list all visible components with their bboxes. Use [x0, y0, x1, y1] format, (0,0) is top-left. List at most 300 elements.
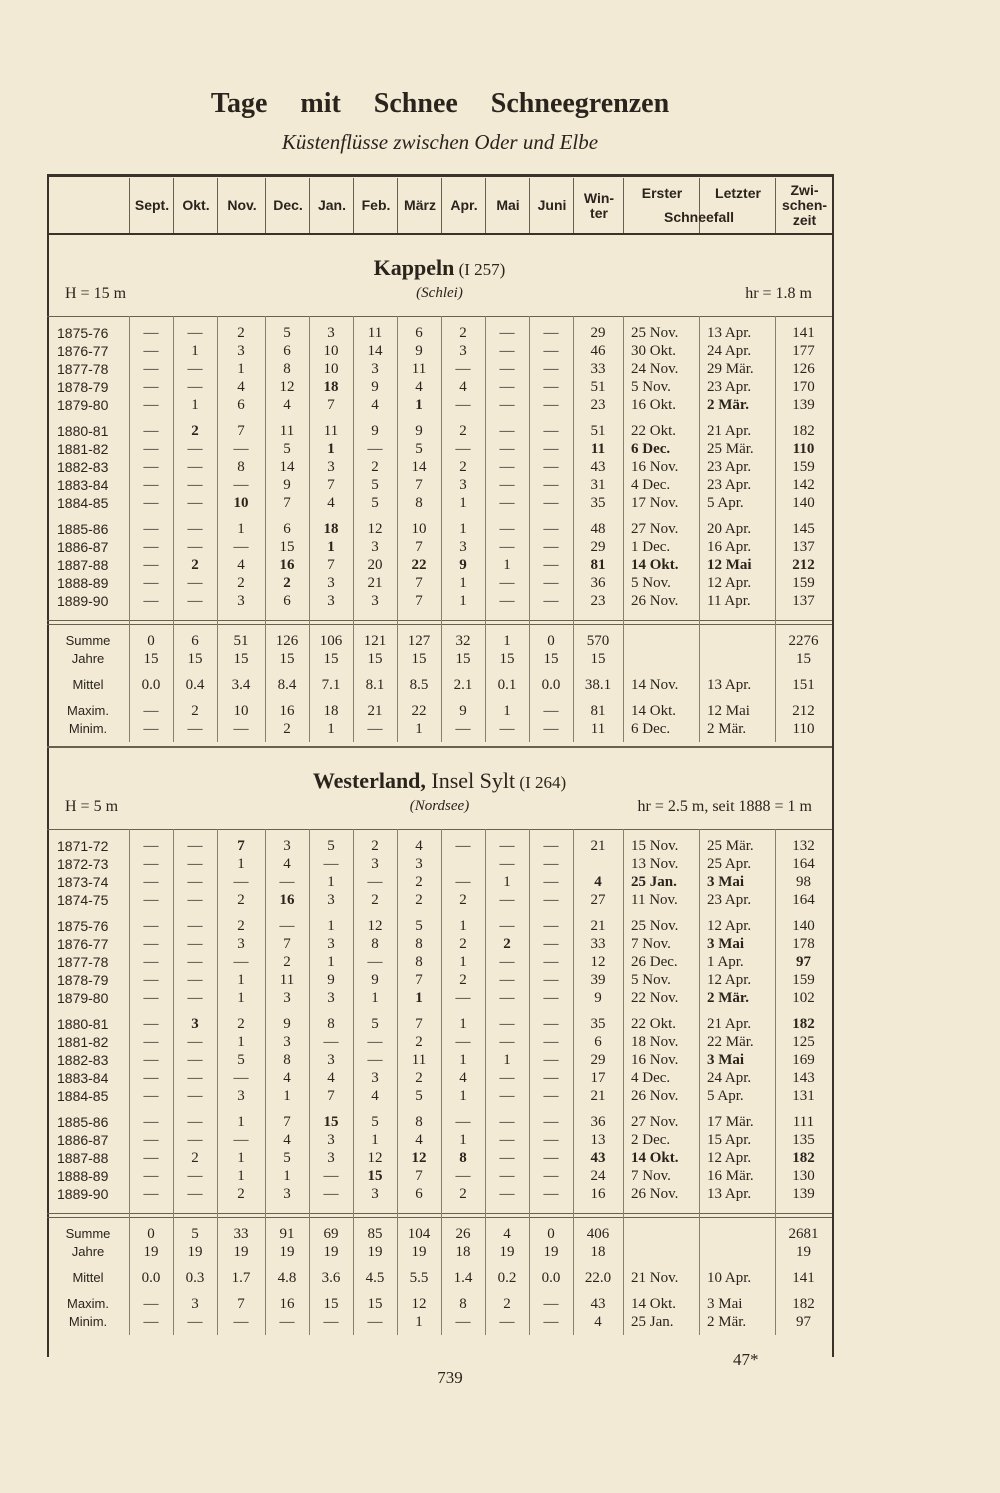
row-year: 1889-90 — [57, 593, 109, 609]
table-cell: 11 — [367, 325, 383, 341]
table-cell: 3 — [327, 459, 335, 475]
column-divider — [309, 829, 310, 1335]
table-cell: — — [187, 954, 203, 970]
row-year: 1881-82 — [57, 1034, 109, 1050]
table-cell: 5 — [415, 441, 423, 457]
table-cell: 32 — [455, 633, 471, 649]
table-cell: 145 — [792, 521, 815, 537]
column-divider — [623, 316, 624, 742]
table-cell: 4 — [594, 874, 602, 890]
summary-row — [47, 1313, 832, 1331]
table-cell: 3 — [327, 990, 335, 1006]
table-cell: 15 — [233, 651, 249, 667]
column-divider — [265, 829, 266, 1335]
table-cell: — — [143, 1296, 159, 1312]
table-cell: 1 — [503, 633, 511, 649]
table-cell: — — [499, 397, 515, 413]
table-cell: 5 — [371, 1114, 379, 1130]
table-cell: 1 — [459, 1088, 467, 1104]
table-cell: — — [499, 441, 515, 457]
row-label: Summe — [65, 1226, 111, 1241]
table-row — [47, 1185, 832, 1203]
column-divider — [129, 316, 130, 742]
table-cell: 7 — [283, 936, 291, 952]
row-year: 1884-85 — [57, 1088, 109, 1104]
row-year: 1888-89 — [57, 575, 109, 591]
table-cell: 15 — [367, 1168, 383, 1184]
table-cell: — — [543, 1114, 559, 1130]
table-cell: 1 — [237, 1150, 245, 1166]
column-divider — [353, 829, 354, 1335]
table-cell: 2 — [237, 918, 245, 934]
table-cell: 2 — [283, 721, 291, 737]
table-cell: — — [543, 1052, 559, 1068]
table-cell: 104 — [407, 1226, 431, 1242]
table-cell: 1 — [459, 954, 467, 970]
table-cell: 12 Apr. — [707, 1150, 752, 1166]
column-divider — [485, 829, 486, 1335]
table-cell — [623, 650, 707, 668]
table-cell: 3 — [327, 575, 335, 591]
table-cell: 2 — [371, 838, 379, 854]
table-cell: — — [499, 539, 515, 555]
table-cell — [699, 650, 783, 668]
table-cell: 12 — [411, 1150, 427, 1166]
table-cell: — — [543, 874, 559, 890]
table-cell: — — [499, 495, 515, 511]
table-cell: 3 — [237, 593, 245, 609]
table-cell: 9 — [459, 557, 467, 573]
row-year: 1882-83 — [57, 1052, 109, 1068]
table-cell: 9 — [459, 703, 467, 719]
table-cell: — — [143, 892, 159, 908]
table-cell: — — [543, 1296, 559, 1312]
table-cell: — — [499, 379, 515, 395]
table-cell: 7 — [415, 1016, 423, 1032]
table-cell: 6 Dec. — [631, 441, 671, 457]
table-cell: 19 — [796, 1244, 811, 1260]
table-cell: — — [499, 1186, 515, 1202]
table-cell — [441, 855, 485, 873]
table-cell: 19 — [367, 1244, 383, 1260]
table-cell: — — [279, 1314, 295, 1330]
table-cell: 1 Dec. — [631, 539, 671, 555]
table-cell: 141 — [792, 1270, 815, 1286]
table-cell: 182 — [792, 423, 815, 439]
row-label: Jahre — [71, 1244, 105, 1259]
table-cell: 1 — [327, 441, 335, 457]
table-row — [47, 458, 832, 476]
table-cell: 1 — [237, 521, 245, 537]
table-cell: 91 — [279, 1226, 295, 1242]
table-cell: 0.1 — [497, 677, 517, 693]
table-cell: — — [143, 1052, 159, 1068]
table-cell: — — [499, 892, 515, 908]
table-row — [47, 378, 832, 396]
row-label: Minim. — [68, 1314, 108, 1329]
table-cell: 7 — [237, 1296, 245, 1312]
column-divider — [397, 829, 398, 1335]
table-cell: — — [367, 954, 383, 970]
summary-row — [47, 702, 832, 720]
table-cell: 4 — [371, 397, 379, 413]
column-header: Apr. — [441, 178, 486, 233]
table-cell: 12 — [367, 1150, 383, 1166]
table-cell: 15 — [367, 1296, 383, 1312]
table-cell: 6 — [283, 521, 291, 537]
table-cell: 16 — [279, 557, 295, 573]
table-cell: — — [143, 459, 159, 475]
table-cell: — — [233, 1314, 249, 1330]
table-cell: 7 — [415, 593, 423, 609]
table-cell: — — [455, 721, 471, 737]
table-row — [47, 494, 832, 512]
table-cell: 2 — [503, 936, 511, 952]
table-cell: — — [143, 1314, 159, 1330]
table-cell: — — [187, 918, 203, 934]
table-cell: 182 — [792, 1296, 815, 1312]
station-place: Insel Sylt — [425, 768, 516, 793]
row-year: 1878-79 — [57, 379, 109, 395]
row-year: 1877-78 — [57, 954, 109, 970]
table-cell: — — [543, 1070, 559, 1086]
table-cell: 1 — [237, 361, 245, 377]
table-cell: — — [279, 874, 295, 890]
table-cell: 8 — [283, 1052, 291, 1068]
row-label: Mittel — [72, 1270, 104, 1285]
table-cell: 5 — [283, 441, 291, 457]
table-cell: 19 — [411, 1244, 427, 1260]
table-cell: 9 — [371, 423, 379, 439]
table-cell: — — [279, 918, 295, 934]
table-cell: 15 — [499, 651, 515, 667]
table-cell: — — [187, 1114, 203, 1130]
column-header: Letzter — [699, 178, 776, 233]
table-cell: 141 — [792, 325, 815, 341]
table-cell: — — [143, 441, 159, 457]
table-cell: — — [455, 441, 471, 457]
row-year: 1872-73 — [57, 856, 109, 872]
table-cell: — — [499, 521, 515, 537]
table-cell: 0.2 — [497, 1270, 517, 1286]
row-year: 1887-88 — [57, 1150, 109, 1166]
column-divider — [217, 829, 218, 1335]
table-cell: 15 — [323, 651, 339, 667]
table-cell — [699, 1243, 783, 1261]
table-cell: 15 — [455, 651, 471, 667]
table-cell: 13 Apr. — [707, 677, 752, 693]
table-cell: — — [143, 1186, 159, 1202]
table-cell: — — [143, 343, 159, 359]
table-cell: 3 — [371, 1186, 379, 1202]
table-cell: 1 — [415, 1314, 423, 1330]
table-cell: 1 — [415, 721, 423, 737]
station-height: H = 15 m — [65, 285, 127, 302]
table-cell — [623, 1225, 707, 1243]
table-cell: 10 — [233, 703, 249, 719]
table-cell: 4 — [283, 1132, 291, 1148]
table-cell: 7 Nov. — [631, 936, 671, 952]
table-row — [47, 935, 832, 953]
table-cell: 2 — [191, 423, 199, 439]
table-cell: 27 Nov. — [631, 1114, 679, 1130]
table-cell: 6 — [594, 1034, 602, 1050]
column-divider — [129, 829, 130, 1335]
column-header — [47, 178, 129, 233]
table-cell: 1 — [327, 874, 335, 890]
table-cell: — — [499, 954, 515, 970]
table-cell: 21 — [367, 703, 383, 719]
table-cell: 14 — [411, 459, 427, 475]
column-divider — [775, 829, 776, 1335]
table-cell: — — [543, 557, 559, 573]
separator — [47, 620, 832, 625]
table-cell: 1 — [459, 495, 467, 511]
table-cell: 3 Mai — [707, 874, 745, 890]
table-cell: — — [499, 575, 515, 591]
table-row — [47, 953, 832, 971]
table-cell: 51 — [590, 423, 606, 439]
table-cell: 0.0 — [141, 1270, 161, 1286]
table-cell: 11 Apr. — [707, 593, 751, 609]
table-cell: — — [143, 361, 159, 377]
table-row — [47, 1033, 832, 1051]
table-cell: 12 — [411, 1296, 427, 1312]
column-divider — [217, 316, 218, 742]
table-cell: 23 Apr. — [707, 477, 752, 493]
table-cell: 15 — [590, 651, 606, 667]
table-cell: — — [455, 361, 471, 377]
table-cell: 13 Apr. — [707, 1186, 752, 1202]
table-cell: 1 — [371, 990, 379, 1006]
table-cell: 18 — [455, 1244, 471, 1260]
row-year: 1873-74 — [57, 874, 109, 890]
table-cell: 3 — [191, 1296, 199, 1312]
table-cell: 111 — [792, 1114, 815, 1130]
table-cell: 10 — [323, 361, 339, 377]
table-cell: 4 — [283, 856, 291, 872]
table-cell: 135 — [792, 1132, 815, 1148]
table-cell: 22 Nov. — [631, 990, 679, 1006]
table-cell: 15 — [411, 651, 427, 667]
table-cell: 16 — [279, 1296, 295, 1312]
table-cell: 1 — [327, 918, 335, 934]
table-cell: 38.1 — [584, 677, 612, 693]
table-cell: 2 — [191, 1150, 199, 1166]
table-cell: 15 — [367, 651, 383, 667]
table-cell: 0.4 — [185, 677, 205, 693]
table-cell: 1 — [371, 1132, 379, 1148]
table-cell: 14 Okt. — [631, 557, 679, 573]
table-cell: 29 — [590, 1052, 606, 1068]
row-year: 1880-81 — [57, 423, 109, 439]
table-cell: 2276 — [788, 633, 819, 649]
table-cell: — — [143, 972, 159, 988]
table-cell: 18 — [590, 1244, 606, 1260]
table-cell: 25 Nov. — [631, 918, 679, 934]
table-cell: 130 — [792, 1168, 815, 1184]
table-cell: 3.6 — [321, 1270, 341, 1286]
row-label: Summe — [65, 633, 111, 648]
table-cell: 6 — [191, 633, 199, 649]
column-divider — [775, 316, 776, 742]
table-cell: 159 — [792, 575, 815, 591]
table-cell: 20 — [367, 557, 383, 573]
table-cell: 3 — [371, 1070, 379, 1086]
column-divider — [485, 316, 486, 742]
table-cell: 8 — [327, 1016, 335, 1032]
page-title: Tage mit Schnee Schneegrenzen — [210, 88, 670, 119]
table-cell: 8 — [459, 1296, 467, 1312]
table-row — [47, 1113, 832, 1131]
row-label: Maxim. — [67, 703, 109, 718]
table-cell: 137 — [792, 539, 815, 555]
table-cell: 3 — [283, 1034, 291, 1050]
table-cell: 16 Nov. — [631, 459, 679, 475]
table-cell: 15 — [187, 651, 203, 667]
table-cell: — — [543, 990, 559, 1006]
table-cell: — — [143, 397, 159, 413]
table-cell: 25 Nov. — [631, 325, 679, 341]
row-year: 1885-86 — [57, 521, 109, 537]
table-cell: — — [143, 539, 159, 555]
summary-row — [47, 632, 832, 650]
table-cell: 3 — [371, 361, 379, 377]
table-cell: 9 — [283, 477, 291, 493]
table-row — [47, 324, 832, 342]
table-cell: 2 — [191, 557, 199, 573]
table-cell: 7 — [415, 575, 423, 591]
summary-row — [47, 1295, 832, 1313]
table-cell: 24 Apr. — [707, 1070, 752, 1086]
table-cell: — — [143, 1150, 159, 1166]
table-cell: 3 — [459, 343, 467, 359]
table-cell: 27 — [590, 892, 606, 908]
table-cell: 33 — [590, 361, 606, 377]
table-cell: 15 — [143, 651, 159, 667]
table-cell: — — [543, 1150, 559, 1166]
column-divider — [623, 829, 624, 1335]
station-height: H = 5 m — [65, 798, 119, 815]
station-region: (Schlei) — [416, 285, 463, 301]
table-cell: — — [455, 1114, 471, 1130]
row-year: 1879-80 — [57, 990, 109, 1006]
table-cell: — — [143, 521, 159, 537]
table-cell: 5 Apr. — [707, 495, 744, 511]
table-cell: 102 — [792, 990, 815, 1006]
table-cell: 3 Mai — [707, 1052, 745, 1068]
table-row — [47, 1149, 832, 1167]
table-cell: 3 — [283, 1186, 291, 1202]
table-cell: — — [499, 918, 515, 934]
table-cell: 2 — [237, 1016, 245, 1032]
table-cell: — — [499, 1088, 515, 1104]
table-cell: 4 — [459, 1070, 467, 1086]
table-row — [47, 538, 832, 556]
table-cell: 121 — [363, 633, 387, 649]
table-cell: 5.5 — [409, 1270, 429, 1286]
table-cell: — — [187, 477, 203, 493]
table-cell: 16 — [279, 892, 295, 908]
table-cell: 18 — [323, 703, 339, 719]
table-cell: 12 Apr. — [707, 575, 752, 591]
table-cell: — — [499, 325, 515, 341]
table-cell: 4 — [327, 495, 335, 511]
table-cell: 7 Nov. — [631, 1168, 671, 1184]
table-row — [47, 1167, 832, 1185]
table-cell: 6 — [415, 1186, 423, 1202]
column-divider — [441, 316, 442, 742]
table-cell: — — [143, 954, 159, 970]
table-cell: — — [233, 1132, 249, 1148]
table-cell: — — [543, 575, 559, 591]
table-cell: 1 — [237, 990, 245, 1006]
table-cell: 5 — [327, 838, 335, 854]
table-cell: — — [143, 918, 159, 934]
table-cell: 26 Nov. — [631, 1088, 679, 1104]
table-cell: — — [543, 1132, 559, 1148]
table-cell: — — [543, 954, 559, 970]
table-cell: — — [187, 325, 203, 341]
table-cell: — — [187, 1186, 203, 1202]
table-cell: 178 — [792, 936, 815, 952]
table-cell: — — [143, 325, 159, 341]
table-cell: 7.1 — [321, 677, 341, 693]
table-cell: 0 — [547, 1226, 555, 1242]
table-cell — [699, 1225, 783, 1243]
table-cell: 19 — [323, 1244, 339, 1260]
table-cell: 27 Nov. — [631, 521, 679, 537]
table-cell: — — [233, 539, 249, 555]
table-cell: 17 Mär. — [707, 1114, 754, 1130]
table-cell: 8.1 — [365, 677, 385, 693]
table-cell: 3 — [459, 477, 467, 493]
column-divider — [699, 829, 700, 1335]
table-row — [47, 891, 832, 909]
column-divider — [529, 829, 530, 1335]
table-cell: — — [187, 856, 203, 872]
table-cell: 1 — [237, 856, 245, 872]
table-cell: 43 — [590, 1150, 606, 1166]
table-cell: — — [143, 1132, 159, 1148]
table-row — [47, 422, 832, 440]
table-cell: 16 Apr. — [707, 539, 752, 555]
column-header: Okt. — [173, 178, 218, 233]
table-cell: 19 — [279, 1244, 295, 1260]
table-cell: 131 — [792, 1088, 815, 1104]
table-cell: 12 — [367, 521, 383, 537]
row-label: Mittel — [72, 677, 104, 692]
table-cell: — — [143, 990, 159, 1006]
column-divider — [573, 829, 574, 1335]
table-cell: 43 — [590, 459, 606, 475]
table-cell: 29 — [590, 539, 606, 555]
table-cell: 5 Nov. — [631, 972, 671, 988]
table-cell: 7 — [283, 1114, 291, 1130]
table-cell: 7 — [327, 557, 335, 573]
table-cell: 1.7 — [231, 1270, 251, 1286]
table-cell: — — [543, 325, 559, 341]
table-cell: 1 — [237, 1168, 245, 1184]
table-cell: 7 — [237, 423, 245, 439]
table-cell: 1 — [459, 593, 467, 609]
table-cell: 4 — [327, 1070, 335, 1086]
table-cell: 10 — [323, 343, 339, 359]
table-cell: 12 Apr. — [707, 972, 752, 988]
table-cell: 2 — [415, 874, 423, 890]
column-header: Sept. — [129, 178, 174, 233]
table-cell: — — [499, 1070, 515, 1086]
